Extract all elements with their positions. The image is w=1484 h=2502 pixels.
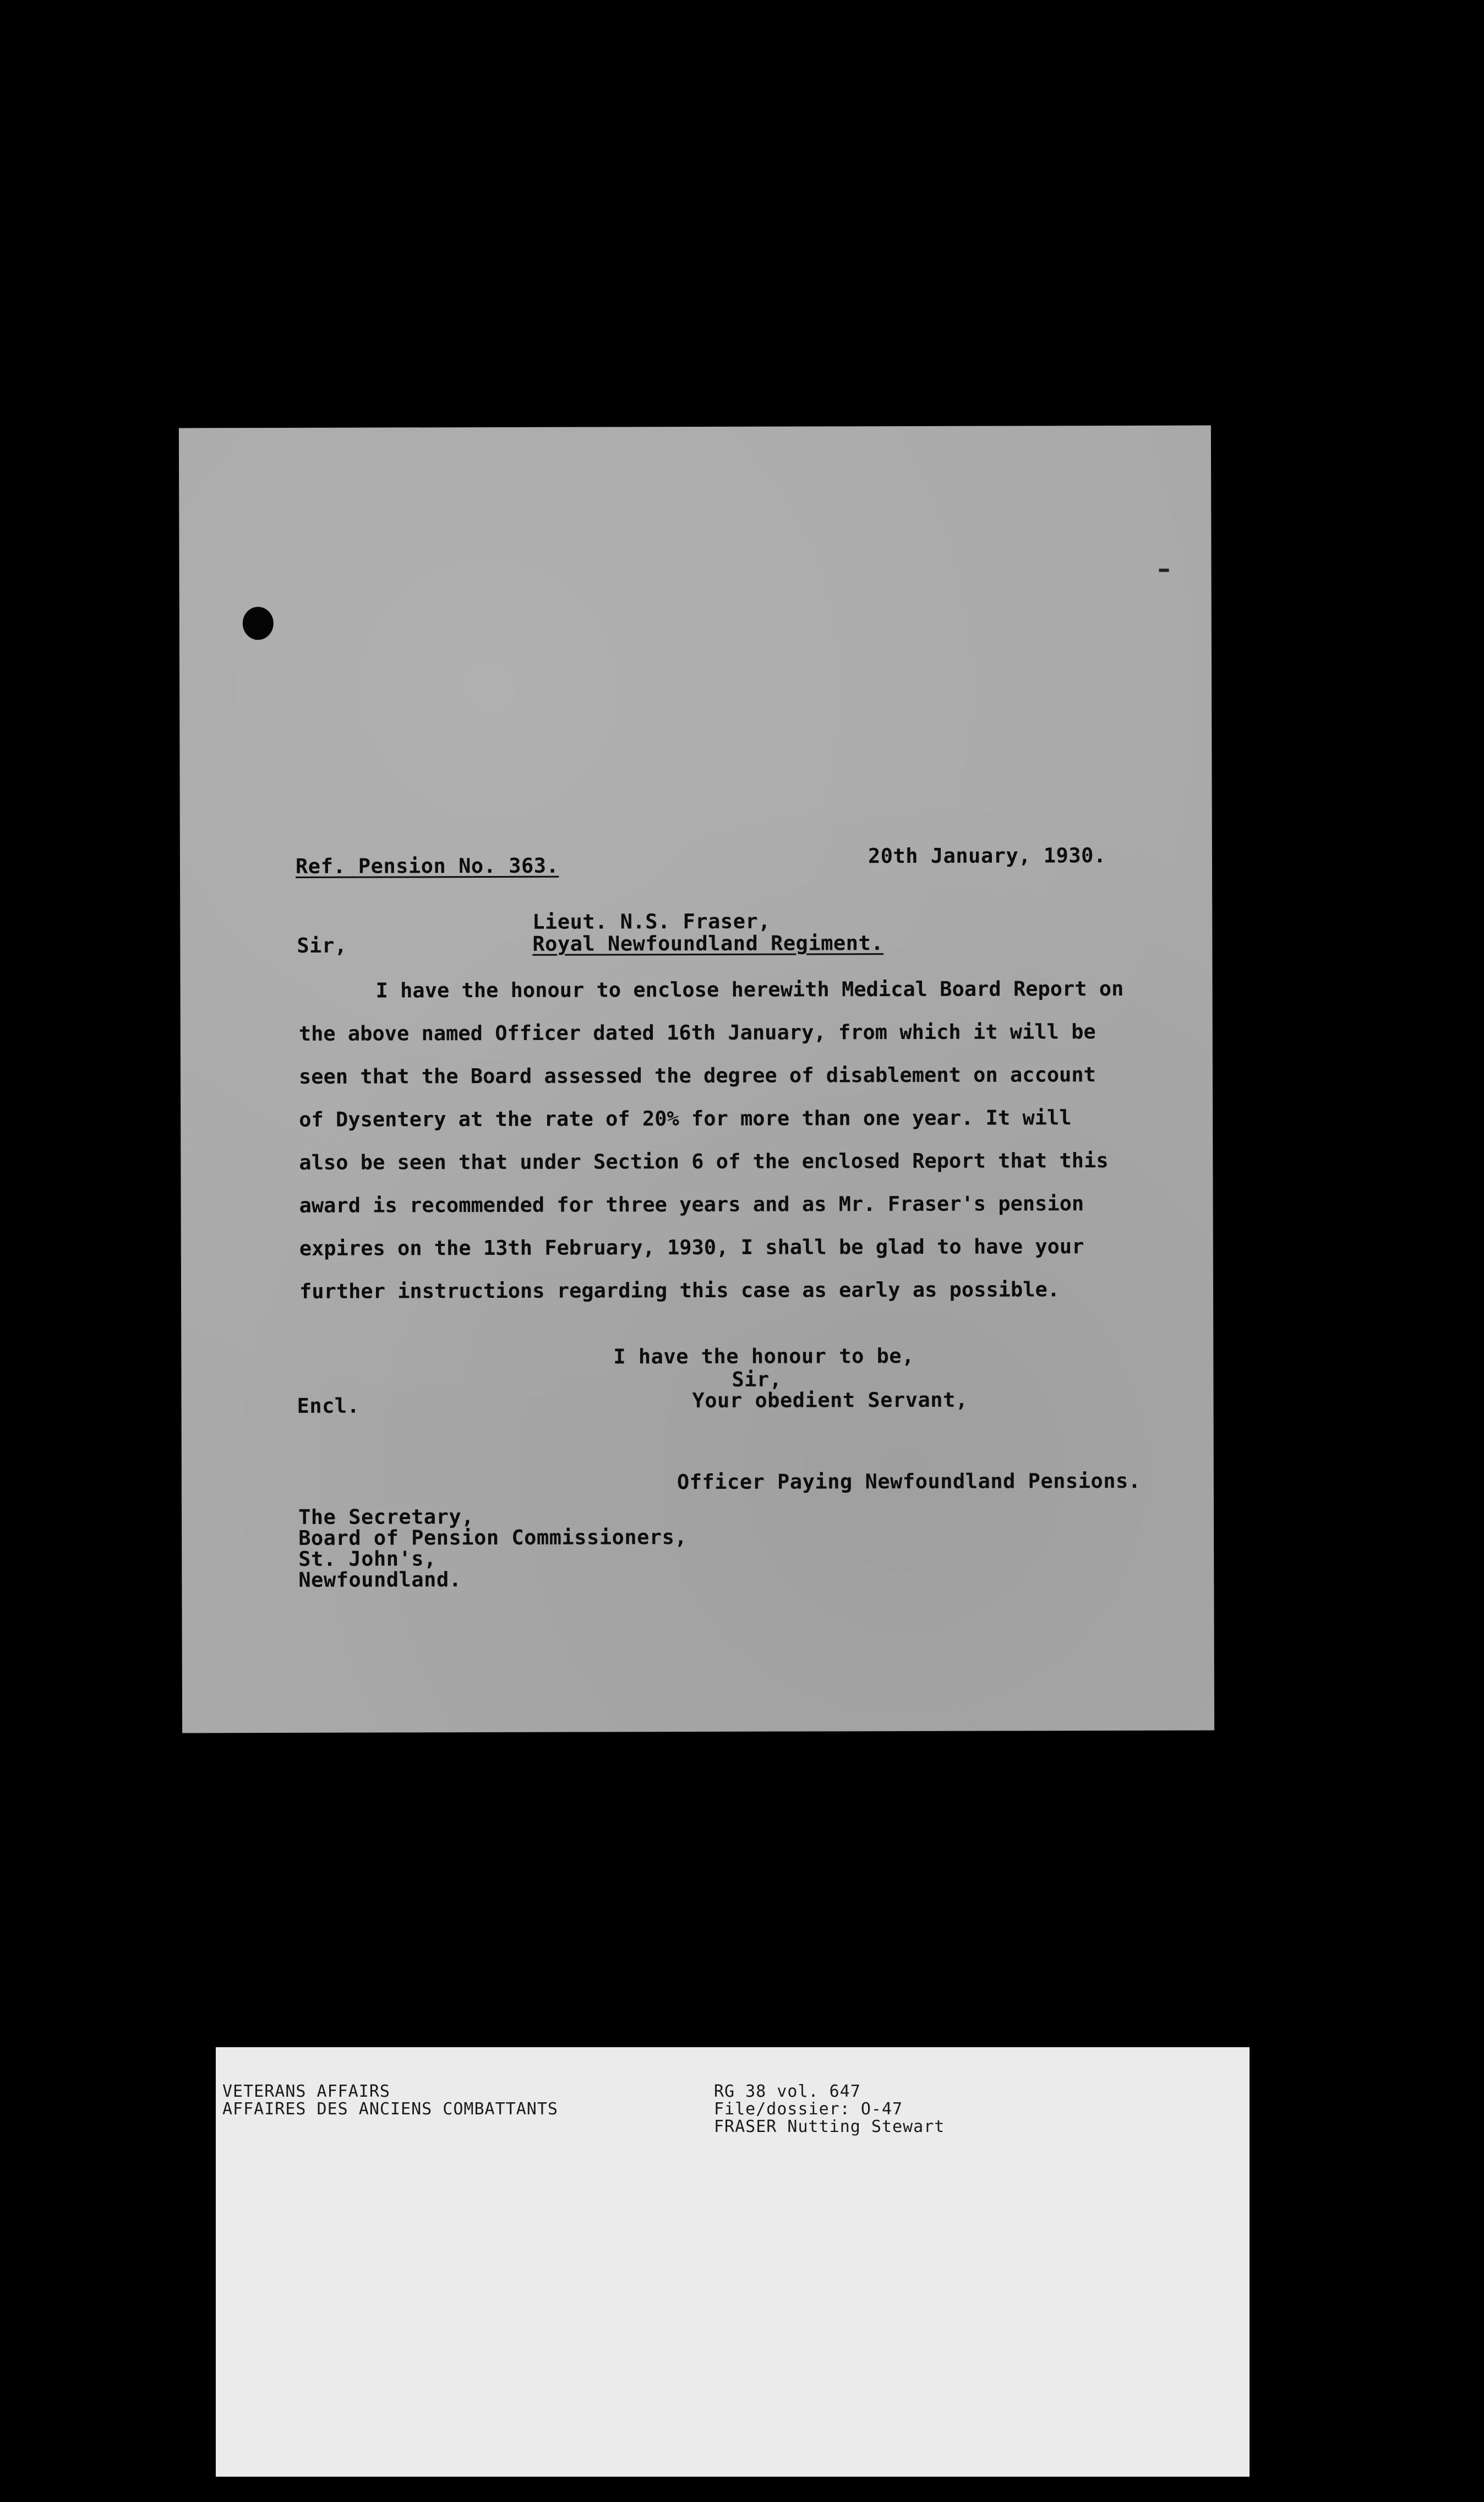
- speck-mark: [1159, 569, 1169, 572]
- letter-date: 20th January, 1930.: [868, 844, 1106, 868]
- address-line: Board of Pension Commissioners,: [298, 1525, 688, 1550]
- address-line: Newfoundland.: [298, 1568, 462, 1592]
- body-line: further instructions regarding this case as early as possible.: [299, 1277, 1060, 1303]
- closing-line-2: Sir,: [732, 1367, 782, 1391]
- closing-line-1: I have the honour to be,: [613, 1344, 914, 1369]
- punch-hole: [243, 607, 274, 640]
- body-line: the above named Officer dated 16th January, from which it will be: [298, 1020, 1096, 1046]
- body-line: seen that the Board assessed the degree of disablement on account: [298, 1063, 1096, 1089]
- letter-sheet: [179, 426, 1214, 1733]
- body-line: I have the honour to enclose herewith Medical Board Report on: [375, 976, 1124, 1003]
- signatory: Officer Paying Newfoundland Pensions.: [676, 1468, 1141, 1494]
- closing-line-3: Your obedient Servant,: [692, 1388, 968, 1413]
- pension-reference: Ref. Pension No. 363.: [295, 853, 559, 878]
- subject-name: Lieut. N.S. Fraser,: [532, 909, 771, 934]
- file-number: File/dossier: O-47: [714, 2099, 903, 2119]
- body-line: of Dysentery at the rate of 20% for more than one year. It will: [299, 1106, 1072, 1132]
- subject-full-name: FRASER Nutting Stewart: [714, 2117, 945, 2136]
- department-french: AFFAIRES DES ANCIENS COMBATTANTS: [222, 2099, 558, 2119]
- body-line: also be seen that under Section 6 of the enclosed Report that this: [299, 1149, 1109, 1174]
- department-english: VETERANS AFFAIRS: [222, 2082, 390, 2101]
- body-line: award is recommended for three years and as Mr. Fraser's pension: [299, 1192, 1084, 1217]
- salutation: Sir,: [297, 933, 347, 958]
- address-line: St. John's,: [298, 1547, 437, 1571]
- subject-unit: Royal Newfoundland Regiment.: [532, 931, 884, 956]
- letter-body: [298, 967, 1191, 1313]
- record-group-reference: RG 38 vol. 647: [714, 2082, 861, 2101]
- enclosure-note: Encl.: [297, 1394, 360, 1418]
- archive-reference-card: [216, 2047, 1250, 2477]
- address-line: The Secretary,: [298, 1505, 474, 1529]
- body-line: expires on the 13th February, 1930, I shall be glad to have your: [299, 1234, 1084, 1260]
